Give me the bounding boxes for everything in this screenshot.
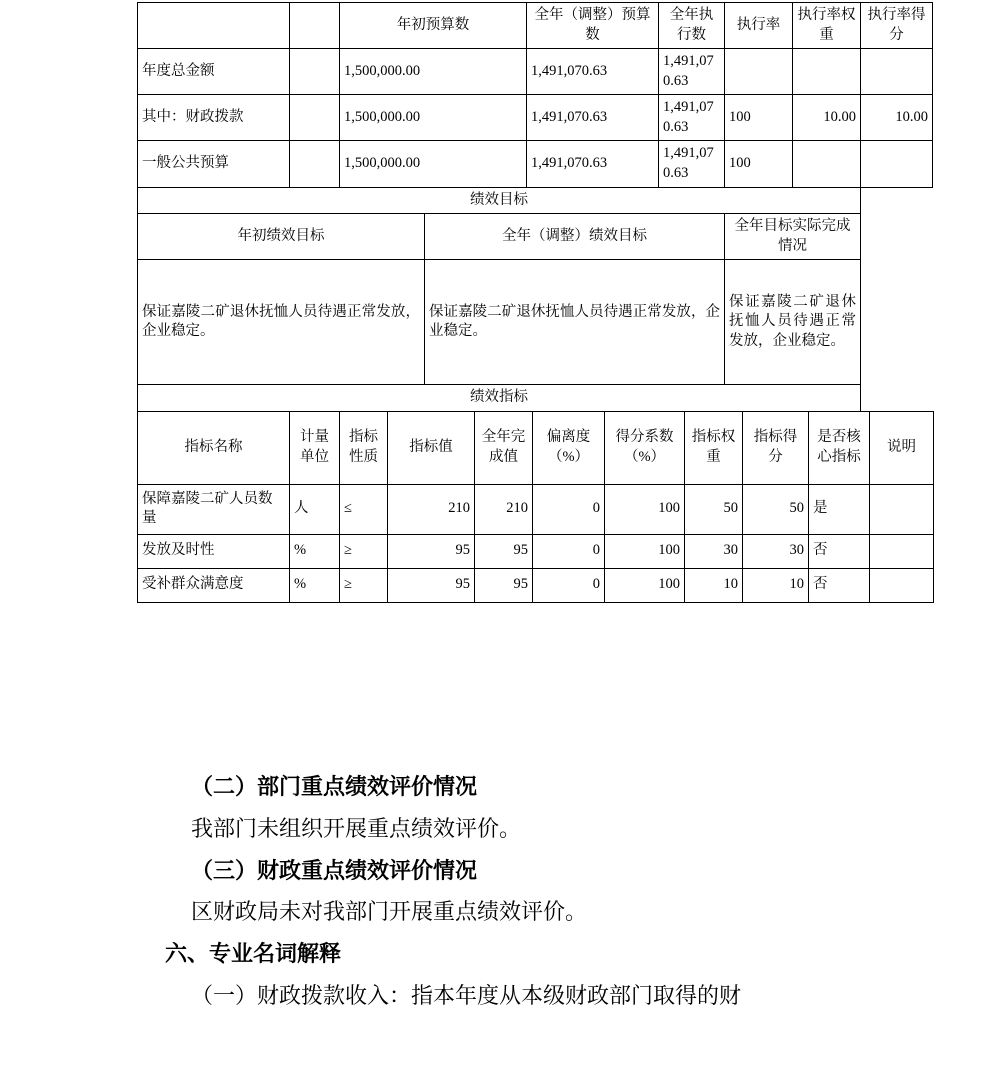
performance-index-title-row — [138, 385, 933, 412]
header-rate: 执行率 — [725, 3, 793, 49]
index-nature: ≥ — [340, 534, 388, 568]
goal-header-adjusted: 全年（调整）绩效目标 — [425, 214, 725, 260]
index-header-score: 指标得分 — [743, 411, 809, 484]
paragraph-2: 区财政局未对我部门开展重点绩效评价。 — [191, 899, 588, 925]
index-score: 50 — [743, 484, 809, 534]
row-score — [861, 49, 933, 95]
performance-index-title: 绩效指标 — [138, 385, 861, 412]
index-header-completed: 全年完成值 — [475, 411, 533, 484]
row-weight — [793, 141, 861, 187]
index-score: 30 — [743, 534, 809, 568]
index-score-coeff: 100 — [605, 484, 685, 534]
row-rate — [725, 49, 793, 95]
row-rate: 100 — [725, 141, 793, 187]
row-label: 其中：财政拨款 — [138, 95, 290, 141]
section-heading-3: （三）财政重点绩效评价情况 — [191, 857, 478, 883]
row-executed: 1,491,070.63 — [659, 141, 725, 187]
index-weight: 30 — [685, 534, 743, 568]
index-unit: % — [290, 534, 340, 568]
index-header-deviation: 偏离度（%） — [533, 411, 605, 484]
row-blank — [290, 95, 340, 141]
index-note — [870, 534, 934, 568]
index-value: 95 — [388, 568, 475, 602]
index-unit: % — [290, 568, 340, 602]
table-header-row — [138, 3, 933, 49]
goal-actual: 保证嘉陵二矿退休抚恤人员待遇正常发放，企业稳定。 — [725, 260, 861, 385]
index-note — [870, 568, 934, 602]
paragraph-1: 我部门未组织开展重点绩效评价。 — [191, 815, 522, 841]
performance-goal-title: 绩效目标 — [138, 187, 861, 214]
index-deviation: 0 — [533, 484, 605, 534]
row-begin-budget: 1,500,000.00 — [340, 141, 527, 187]
index-header-value: 指标值 — [388, 411, 475, 484]
row-begin-budget: 1,500,000.00 — [340, 49, 527, 95]
index-deviation: 0 — [533, 568, 605, 602]
row-label: 一般公共预算 — [138, 141, 290, 187]
goal-header-row — [138, 214, 933, 260]
goal-initial: 保证嘉陵二矿退休抚恤人员待遇正常发放，企业稳定。 — [138, 260, 425, 385]
row-blank — [290, 49, 340, 95]
index-completed: 95 — [475, 534, 533, 568]
section-heading-2: （二）部门重点绩效评价情况 — [191, 774, 478, 799]
paragraph-3: （一）财政拨款收入：指本年度从本级财政部门取得的财 — [191, 983, 742, 1009]
index-row — [138, 568, 934, 602]
row-adjusted-budget: 1,491,070.63 — [527, 95, 659, 141]
index-completed: 210 — [475, 484, 533, 534]
section-heading-6: 六、专业名词解释 — [165, 941, 342, 967]
index-name: 受补群众满意度 — [138, 568, 290, 602]
row-score — [861, 141, 933, 187]
index-name: 保障嘉陵二矿人员数量 — [138, 484, 290, 534]
goal-content-row — [138, 260, 933, 385]
index-header-note: 说明 — [870, 411, 934, 484]
index-is-core: 否 — [809, 534, 870, 568]
index-header-row — [138, 411, 934, 484]
row-adjusted-budget: 1,491,070.63 — [527, 49, 659, 95]
index-value: 95 — [388, 534, 475, 568]
index-is-core: 是 — [809, 484, 870, 534]
row-score: 10.00 — [861, 95, 933, 141]
index-header-name: 指标名称 — [138, 411, 290, 484]
index-score: 10 — [743, 568, 809, 602]
index-score-coeff: 100 — [605, 568, 685, 602]
header-blank-1 — [138, 3, 290, 49]
index-is-core: 否 — [809, 568, 870, 602]
row-weight: 10.00 — [793, 95, 861, 141]
performance-table — [137, 2, 933, 412]
header-rate-score: 执行率得分 — [861, 3, 933, 49]
performance-table-wrapper — [137, 2, 933, 603]
index-row — [138, 534, 934, 568]
row-executed: 1,491,070.63 — [659, 95, 725, 141]
row-executed: 1,491,070.63 — [659, 49, 725, 95]
index-unit: 人 — [290, 484, 340, 534]
index-header-score-coeff: 得分系数（%） — [605, 411, 685, 484]
index-weight: 50 — [685, 484, 743, 534]
index-row — [138, 484, 934, 534]
index-header-nature: 指标性质 — [340, 411, 388, 484]
index-note — [870, 484, 934, 534]
goal-header-initial: 年初绩效目标 — [138, 214, 425, 260]
header-begin-budget: 年初预算数 — [340, 3, 527, 49]
index-name: 发放及时性 — [138, 534, 290, 568]
row-begin-budget: 1,500,000.00 — [340, 95, 527, 141]
header-executed: 全年执行数 — [659, 3, 725, 49]
row-label: 年度总金额 — [138, 49, 290, 95]
index-nature: ≤ — [340, 484, 388, 534]
index-completed: 95 — [475, 568, 533, 602]
table-row — [138, 95, 933, 141]
index-header-weight: 指标权重 — [685, 411, 743, 484]
index-score-coeff: 100 — [605, 534, 685, 568]
index-weight: 10 — [685, 568, 743, 602]
index-header-unit: 计量单位 — [290, 411, 340, 484]
goal-header-actual: 全年目标实际完成情况 — [725, 214, 861, 260]
row-rate: 100 — [725, 95, 793, 141]
table-row — [138, 141, 933, 187]
index-value: 210 — [388, 484, 475, 534]
row-weight — [793, 49, 861, 95]
table-row — [138, 49, 933, 95]
row-blank — [290, 141, 340, 187]
performance-goal-title-row — [138, 187, 933, 214]
goal-adjusted: 保证嘉陵二矿退休抚恤人员待遇正常发放，企业稳定。 — [425, 260, 725, 385]
header-rate-weight: 执行率权重 — [793, 3, 861, 49]
index-deviation: 0 — [533, 534, 605, 568]
header-adjusted-budget: 全年（调整）预算数 — [527, 3, 659, 49]
index-table — [137, 411, 934, 603]
index-header-is-core: 是否核心指标 — [809, 411, 870, 484]
index-nature: ≥ — [340, 568, 388, 602]
header-blank-2 — [290, 3, 340, 49]
row-adjusted-budget: 1,491,070.63 — [527, 141, 659, 187]
document-body — [137, 768, 937, 1019]
